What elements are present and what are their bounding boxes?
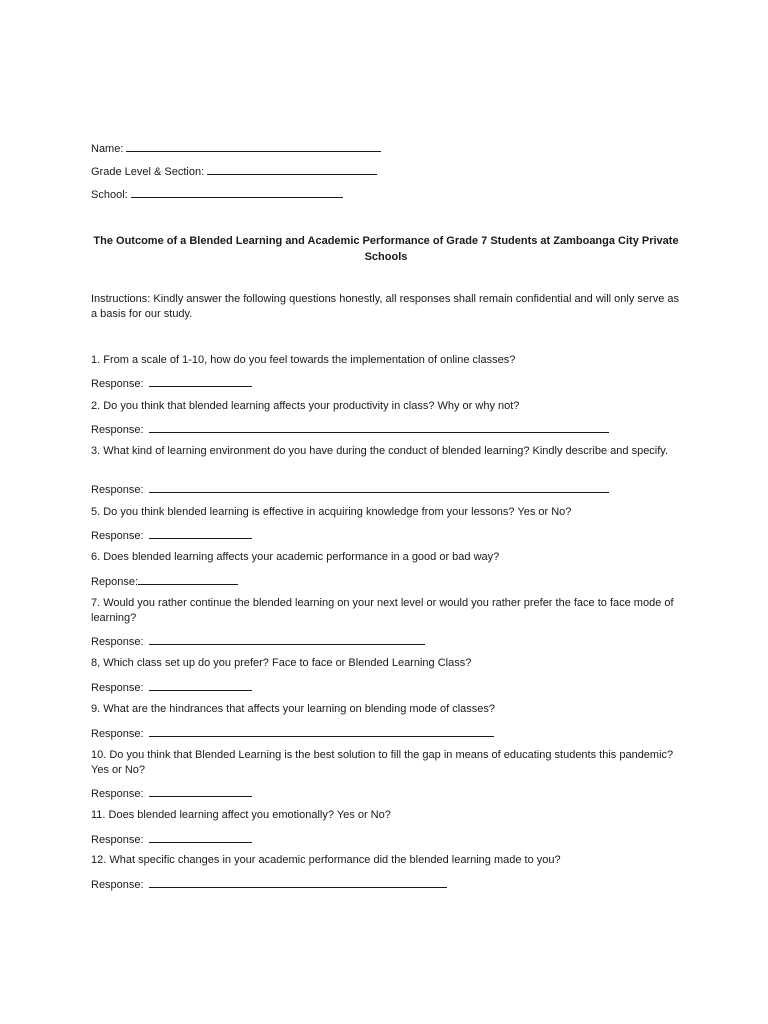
- response-label: Response:: [91, 424, 144, 436]
- grade-section-field[interactable]: [91, 164, 377, 178]
- response-blank[interactable]: [149, 482, 609, 493]
- response-7[interactable]: [91, 634, 425, 648]
- school-field[interactable]: [91, 187, 343, 201]
- response-5[interactable]: [91, 528, 252, 542]
- response-blank[interactable]: [149, 786, 252, 797]
- question-8: 8, Which class set up do you prefer? Face to face or Blended Learning Class?: [91, 657, 472, 669]
- response-label: Response:: [91, 682, 144, 694]
- name-blank[interactable]: [126, 141, 381, 152]
- response-label: Response:: [91, 728, 144, 740]
- response-9[interactable]: [91, 726, 494, 740]
- question-5: 5. Do you think blended learning is effective in acquiring knowledge from your lessons? Yes or No?: [91, 506, 572, 518]
- response-11[interactable]: [91, 832, 252, 846]
- response-label: Response:: [91, 530, 144, 542]
- question-12: 12. What specific changes in your academic performance did the blended learning made to you?: [91, 854, 561, 866]
- response-1[interactable]: [91, 376, 252, 390]
- response-blank[interactable]: [149, 422, 609, 433]
- response-label: Response:: [91, 636, 144, 648]
- response-label: Response:: [91, 788, 144, 800]
- response-label: Response:: [91, 834, 144, 846]
- response-blank[interactable]: [149, 726, 494, 737]
- response-label: Response:: [91, 484, 144, 496]
- response-blank[interactable]: [149, 528, 252, 539]
- response-label: Response:: [91, 378, 144, 390]
- response-label: Response:: [91, 879, 144, 891]
- name-label: Name:: [91, 143, 124, 155]
- question-11: 11. Does blended learning affect you emotionally? Yes or No?: [91, 809, 391, 821]
- response-blank[interactable]: [149, 376, 252, 387]
- response-label: Reponse:: [91, 576, 139, 588]
- document-title: The Outcome of a Blended Learning and Academic Performance of Grade 7 Students at Zamboanga City Private Schools: [93, 235, 679, 263]
- response-blank[interactable]: [138, 574, 238, 585]
- response-blank[interactable]: [149, 832, 252, 843]
- name-field[interactable]: [91, 141, 381, 155]
- school-blank[interactable]: [131, 187, 343, 198]
- question-9: 9. What are the hindrances that affects your learning on blending mode of classes?: [91, 703, 495, 715]
- response-3[interactable]: [91, 482, 609, 496]
- question-6: 6. Does blended learning affects your academic performance in a good or bad way?: [91, 551, 500, 563]
- response-blank[interactable]: [149, 680, 252, 691]
- question-10: 10. Do you think that Blended Learning is the best solution to fill the gap in means of educating students this pandemic? Yes or No?: [91, 749, 674, 776]
- response-10[interactable]: [91, 786, 252, 800]
- question-2: 2. Do you think that blended learning affects your productivity in class? Why or why not?: [91, 400, 520, 412]
- response-blank[interactable]: [149, 634, 425, 645]
- question-1: 1. From a scale of 1-10, how do you feel towards the implementation of online classes?: [91, 354, 516, 366]
- grade-section-blank[interactable]: [207, 164, 377, 175]
- response-blank[interactable]: [149, 877, 447, 888]
- response-8[interactable]: [91, 680, 252, 694]
- grade-section-label: Grade Level & Section:: [91, 166, 205, 178]
- instructions: Instructions: Kindly answer the following questions honestly, all responses shall remain confidential and will only serve as a basis for our study.: [91, 293, 679, 320]
- school-label: School:: [91, 189, 128, 201]
- question-7: 7. Would you rather continue the blended learning on your next level or would you rather prefer the face to face mode of learning?: [91, 597, 674, 624]
- response-2[interactable]: [91, 422, 609, 436]
- question-3: 3. What kind of learning environment do you have during the conduct of blended learning? Kindly describe and specify.: [91, 445, 669, 457]
- response-12[interactable]: [91, 877, 447, 891]
- response-6[interactable]: [91, 574, 238, 588]
